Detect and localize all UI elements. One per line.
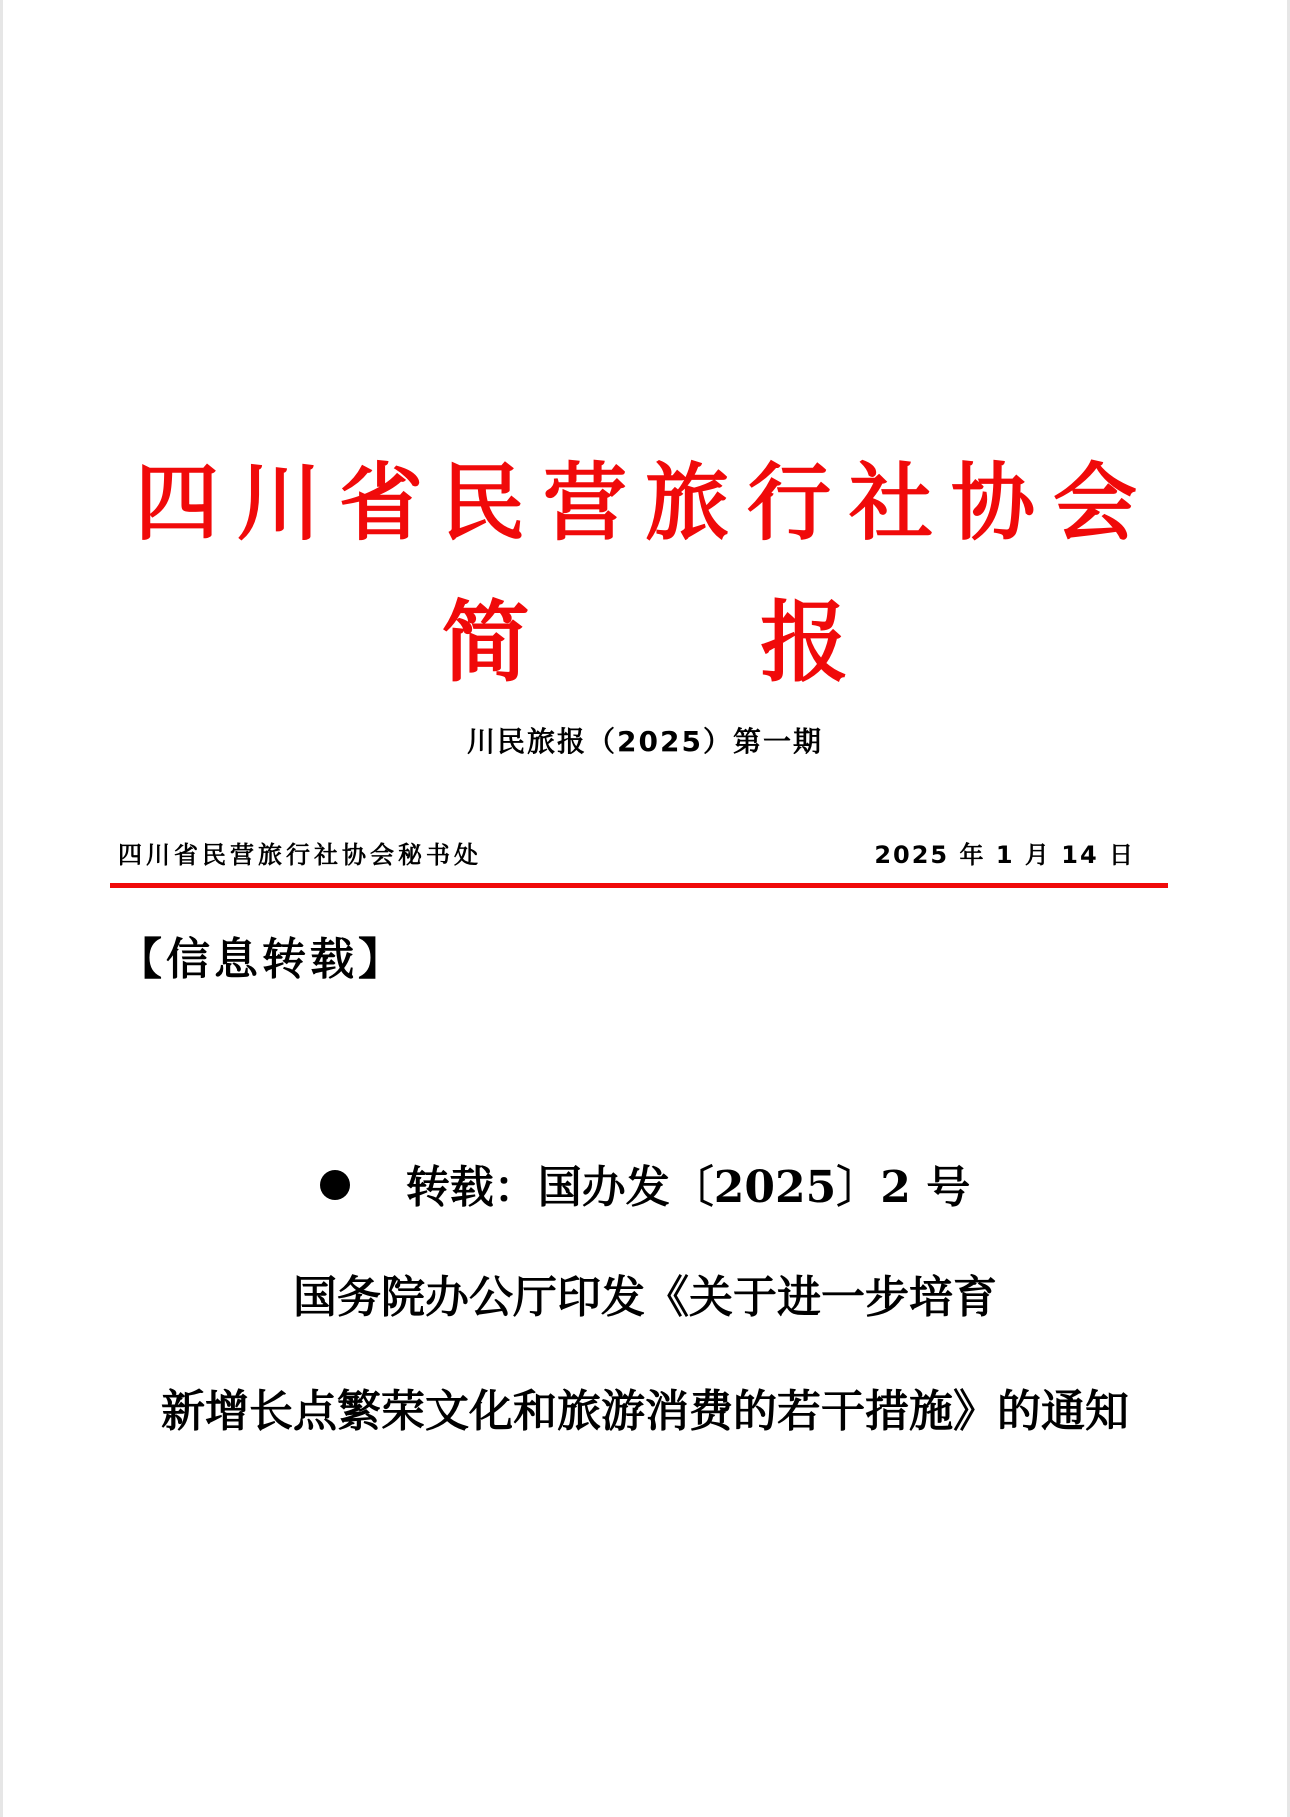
issuer-name: 四川省民营旅行社协会秘书处 (118, 841, 482, 869)
section-tag: 【信息转载】 (118, 934, 406, 985)
masthead-title: 简 报 (441, 591, 949, 694)
notice-title-line-2: 新增长点繁荣文化和旅游消费的若干措施》的通知 (161, 1386, 1129, 1437)
issue-number: 川民旅报（2025）第一期 (467, 725, 823, 758)
repost-label: 转载：国办发〔2025〕2 号 (405, 1162, 971, 1213)
notice-title-line-1: 国务院办公厅印发《关于进一步培育 (293, 1272, 997, 1323)
repost-line (0, 1155, 1290, 1221)
masthead-organization: 四川省民营旅行社协会 (134, 454, 1155, 552)
issue-date: 2025 年 1 月 14 日 (874, 841, 1135, 869)
red-divider-rule (110, 883, 1168, 888)
page-edge-left (0, 0, 3, 1817)
bullet-dot-icon (320, 1170, 350, 1200)
